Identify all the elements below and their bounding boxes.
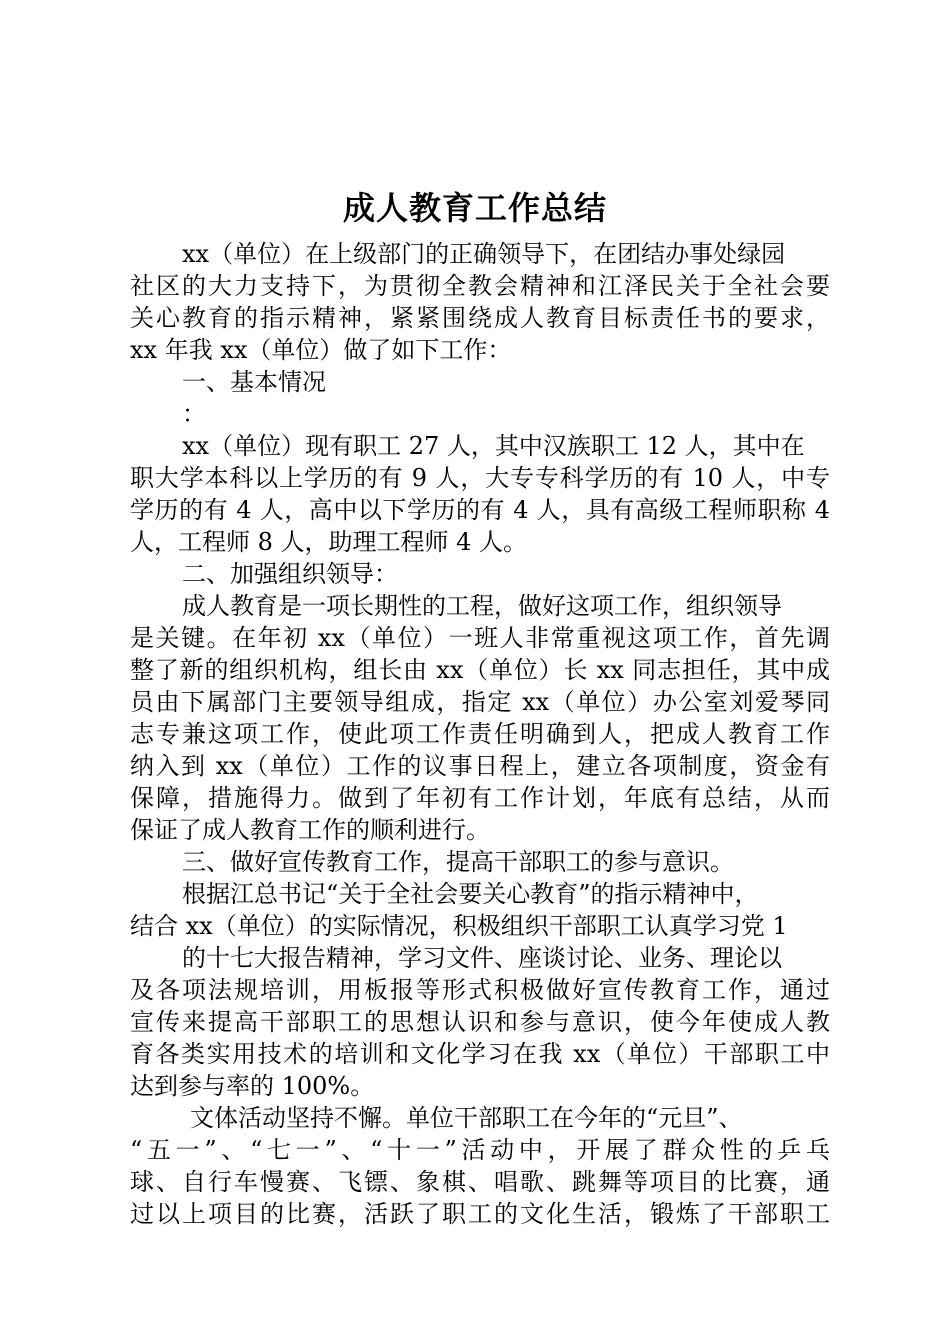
text-line: 关心教育的指示精神，紧紧围绕成人教育目标责任书的要求， bbox=[130, 304, 830, 332]
section-heading: 三、做好宣传教育工作，提高干部职工的参与意识。 bbox=[182, 848, 734, 876]
text-line: 学历的有 4 人，高中以下学历的有 4 人，具有高级工程师职称 4 bbox=[130, 496, 830, 524]
text-line: 文体活动坚持不懈。单位干部职工在今年的“元旦”、 bbox=[190, 1104, 743, 1132]
section-heading: 一、基本情况 bbox=[182, 368, 326, 396]
text-line: 达到参与率的 100%。 bbox=[130, 1072, 375, 1100]
text-line: 宣传来提高干部职工的思想认识和参与意识，使今年使成人教 bbox=[130, 1008, 830, 1036]
text-line: 及各项法规培训，用板报等形式积极做好宣传教育工作，通过 bbox=[130, 976, 830, 1004]
document-body bbox=[130, 238, 830, 1230]
text-line: xx（单位）在上级部门的正确领导下，在团结办事处绿园 bbox=[182, 240, 786, 268]
section-heading: 二、加强组织领导： bbox=[182, 560, 398, 588]
text-line: 人，工程师 8 人，助理工程师 4 人。 bbox=[130, 528, 528, 556]
document-title: 成人教育工作总结 bbox=[342, 189, 607, 227]
text-line: 社区的大力支持下，为贯彻全教会精神和江泽民关于全社会要 bbox=[130, 272, 830, 300]
text-line: 结合 xx（单位）的实际情况，积极组织干部职工认真学习党 1 bbox=[130, 912, 788, 940]
text-line: ： bbox=[182, 400, 206, 428]
text-line: 的十七大报告精神，学习文件、座谈讨论、业务、理论以 bbox=[182, 944, 782, 972]
text-line: 保障，措施得力。做到了年初有工作计划，年底有总结，从而 bbox=[130, 784, 830, 812]
text-line: 整了新的组织机构，组长由 xx（单位）长 xx 同志担任，其中成 bbox=[130, 656, 830, 684]
text-line: 育各类实用技术的培训和文化学习在我 xx（单位）干部职工中 bbox=[130, 1040, 830, 1068]
text-line: 成人教育是一项长期性的工程，做好这项工作，组织领导 bbox=[182, 592, 782, 620]
text-line: 志专兼这项工作，使此项工作责任明确到人，把成人教育工作 bbox=[130, 720, 830, 748]
text-line: 过以上项目的比赛，活跃了职工的文化生活，锻炼了干部职工 bbox=[130, 1200, 830, 1228]
text-line: xx 年我 xx（单位）做了如下工作： bbox=[130, 336, 512, 364]
text-line: “五一”、“七一”、“十一”活动中，开展了群众性的乒乓 bbox=[130, 1136, 830, 1164]
text-line: 保证了成人教育工作的顺利进行。 bbox=[130, 816, 490, 844]
text-line: 职大学本科以上学历的有 9 人，大专专科学历的有 10 人，中专 bbox=[130, 464, 830, 492]
text-line: 员由下属部门主要领导组成，指定 xx（单位）办公室刘爱琴同 bbox=[130, 688, 830, 716]
text-line: 球、自行车慢赛、飞镖、象棋、唱歌、跳舞等项目的比赛，通 bbox=[130, 1168, 830, 1196]
text-line: 是关键。在年初 xx（单位）一班人非常重视这项工作，首先调 bbox=[130, 624, 830, 652]
text-line: xx（单位）现有职工 27 人，其中汉族职工 12 人，其中在 bbox=[182, 432, 805, 460]
text-line: 根据江总书记“关于全社会要关心教育”的指示精神中， bbox=[182, 880, 759, 908]
text-line: 纳入到 xx（单位）工作的议事日程上，建立各项制度，资金有 bbox=[130, 752, 830, 780]
